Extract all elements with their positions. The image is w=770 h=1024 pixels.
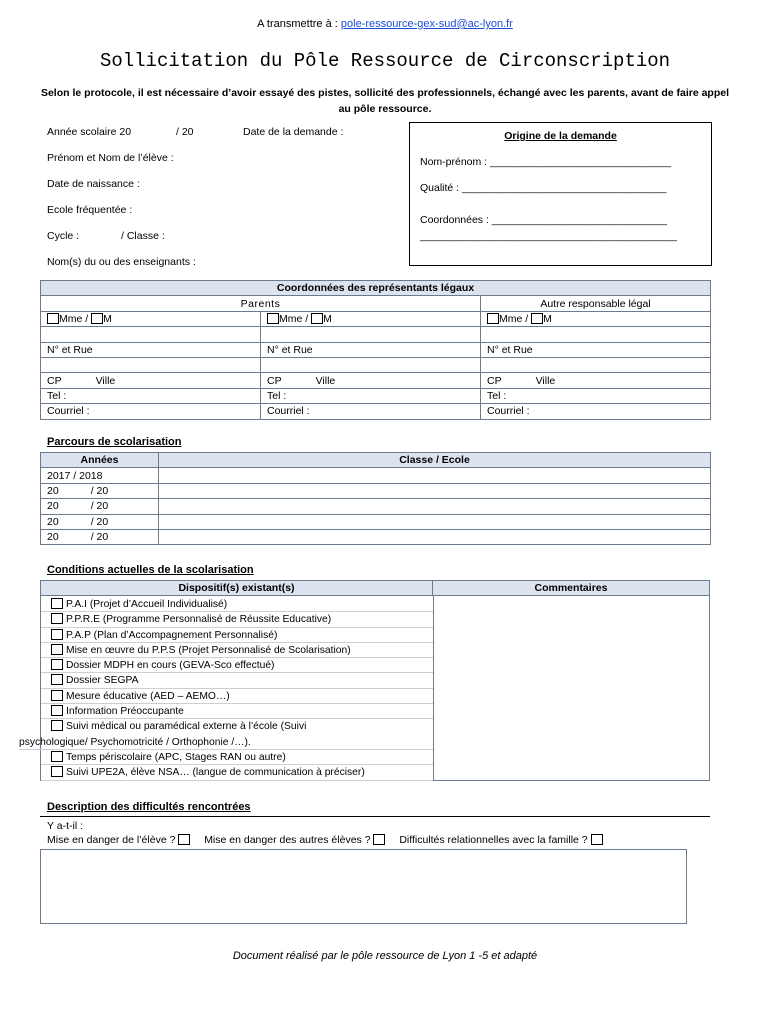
enseignants-label: Nom(s) du ou des enseignants :	[47, 256, 196, 268]
dispositif-label: P.A.I (Projet d’Accueil Individualisé)	[66, 599, 228, 610]
q2-label: Mise en danger des autres élèves ?	[204, 834, 371, 846]
parent1-rue[interactable]: N° et Rue	[41, 342, 261, 357]
dispositif-item	[41, 673, 433, 688]
parcours-table	[40, 452, 711, 545]
questions-line	[47, 834, 603, 846]
conditions-table	[19, 580, 710, 781]
origine-coord-field[interactable]: Coordonnées : ______________________________	[420, 214, 667, 226]
mme-checkbox[interactable]	[487, 313, 499, 324]
intro-text: Selon le protocole, il est nécessaire d’avoir essayé des pistes, sollicité des professionnels, échangé avec les parents, avant de faire appel au pôle ressource.	[40, 87, 730, 115]
origine-nom-field[interactable]: Nom-prénom : _______________________________	[420, 156, 672, 168]
m-checkbox[interactable]	[91, 313, 103, 324]
dispositif-label: Suivi médical ou paramédical externe à l’école (Suivi	[66, 721, 307, 733]
dispositif-item	[41, 750, 433, 765]
parcours-classe-cell[interactable]	[159, 483, 711, 498]
dispositif-checkbox[interactable]	[51, 659, 63, 670]
cycle-label: Cycle :	[47, 230, 80, 242]
conditions-title: Conditions actuelles de la scolarisation	[47, 564, 254, 576]
parcours-classe-cell[interactable]	[159, 468, 711, 483]
autre-civilite: Mme / M	[481, 311, 711, 326]
dispositif-item	[41, 612, 433, 627]
parents-header: Parents	[41, 296, 481, 311]
parent2-civilite: Mme / M	[261, 311, 481, 326]
parcours-year[interactable]: 20 / 20	[41, 499, 159, 514]
send-to-email-link[interactable]: pole-ressource-gex-sud@ac-lyon.fr	[340, 18, 513, 30]
origine-qualite-field[interactable]: Qualité : ___________________________________	[420, 182, 667, 194]
dispositif-list	[19, 597, 433, 781]
dispositif-checkbox[interactable]	[51, 629, 63, 640]
dispositif-item	[41, 719, 433, 734]
dispositif-item	[41, 643, 433, 658]
autre-nom[interactable]	[481, 327, 711, 342]
dispositif-label: P.A.P (Plan d’Accompagnement Personnalisé)	[66, 629, 278, 641]
annee-label: Année scolaire 20	[47, 126, 132, 138]
dispositif-checkbox[interactable]	[51, 766, 63, 777]
dispositif-item	[41, 689, 433, 704]
parent1-rue2[interactable]	[41, 357, 261, 372]
parent1-cp-ville[interactable]: CP Ville	[41, 373, 261, 388]
mme-checkbox[interactable]	[267, 313, 279, 324]
dispositif-checkbox[interactable]	[51, 598, 63, 609]
origine-coord-line2[interactable]: ____________________________________________	[420, 230, 677, 242]
dispositif-label: Dossier SEGPA	[66, 675, 139, 687]
page-title: Sollicitation du Pôle Ressource de Circonscription	[99, 50, 671, 72]
dispositif-label: Suivi UPE2A, élève NSA… (langue de communication à préciser)	[66, 767, 365, 779]
parcours-title: Parcours de scolarisation	[47, 436, 182, 448]
footer-text: Document réalisé par le pôle ressource de Lyon 1 -5 et adapté	[232, 950, 538, 962]
dispositif-checkbox[interactable]	[51, 690, 63, 701]
representants-table	[40, 280, 711, 420]
q1-label: Mise en danger de l’élève ?	[47, 834, 176, 846]
parent2-tel[interactable]: Tel :	[261, 388, 481, 403]
m-checkbox[interactable]	[531, 313, 543, 324]
col-classe-ecole: Classe / Ecole	[159, 453, 711, 468]
q3-label: Difficultés relationnelles avec la famille ?	[399, 834, 588, 846]
nom-eleve-label: Prénom et Nom de l’élève :	[47, 152, 174, 164]
parent2-rue[interactable]: N° et Rue	[261, 342, 481, 357]
parcours-classe-cell[interactable]	[159, 499, 711, 514]
autre-tel[interactable]: Tel :	[481, 388, 711, 403]
dispositif-label: Dossier MDPH en cours (GEVA-Sco effectué)	[66, 660, 275, 672]
m-checkbox[interactable]	[311, 313, 323, 324]
origine-title: Origine de la demande	[504, 130, 617, 142]
dispositif-checkbox[interactable]	[51, 613, 63, 624]
autre-rue2[interactable]	[481, 357, 711, 372]
dispositif-checkbox[interactable]	[51, 674, 63, 685]
parent2-rue2[interactable]	[261, 357, 481, 372]
parcours-year[interactable]: 20 / 20	[41, 514, 159, 529]
parent2-cp-ville[interactable]: CP Ville	[261, 373, 481, 388]
autre-courriel[interactable]: Courriel :	[481, 404, 711, 419]
dispositif-checkbox[interactable]	[51, 720, 63, 731]
dispositif-item	[41, 658, 433, 673]
dispositif-label: Mise en œuvre du P.P.S (Projet Personnalisé de Scolarisation)	[66, 644, 351, 656]
difficultes-textarea[interactable]	[40, 849, 687, 924]
parent2-courriel[interactable]: Courriel :	[261, 404, 481, 419]
parcours-year: 2017 / 2018	[41, 468, 159, 483]
dispositif-label: P.P.R.E (Programme Personnalisé de Réussite Educative)	[66, 614, 332, 626]
parent1-courriel[interactable]: Courriel :	[41, 404, 261, 419]
classe-label: / Classe :	[121, 230, 165, 242]
dispositif-label: Temps périscolaire (APC, Stages RAN ou autre)	[66, 751, 286, 763]
autre-header: Autre responsable légal	[481, 296, 711, 311]
dispositif-checkbox[interactable]	[51, 751, 63, 762]
dispositif-checkbox[interactable]	[51, 644, 63, 655]
dispositif-item	[41, 704, 433, 719]
parcours-classe-cell[interactable]	[159, 514, 711, 529]
naissance-label: Date de naissance :	[47, 178, 140, 190]
parent1-nom[interactable]	[41, 327, 261, 342]
dispositif-checkbox[interactable]	[51, 705, 63, 716]
dispositif-item	[41, 597, 433, 612]
autre-rue[interactable]: N° et Rue	[481, 342, 711, 357]
parcours-year[interactable]: 20 / 20	[41, 483, 159, 498]
send-to-line	[0, 18, 770, 30]
dispositif-item	[41, 765, 433, 780]
parent1-civilite: Mme / M	[41, 311, 261, 326]
difficultes-rule	[40, 816, 710, 817]
col-commentaires: Commentaires	[433, 581, 709, 596]
annee-sep: / 20	[176, 126, 194, 138]
yatil-label: Y a-t-il :	[47, 820, 83, 832]
send-to-label: A transmettre à :	[257, 18, 338, 30]
commentaires-area[interactable]	[433, 596, 709, 780]
dispositif-label: Mesure éducative (AED – AEMO…)	[66, 690, 230, 702]
parent1-tel[interactable]: Tel :	[41, 388, 261, 403]
ecole-label: Ecole fréquentée :	[47, 204, 133, 216]
col-annees: Années	[41, 453, 159, 468]
parent2-nom[interactable]	[261, 327, 481, 342]
parcours-classe-cell[interactable]	[159, 529, 711, 544]
dispositif-label: Information Préoccupante	[66, 706, 184, 718]
dispositif-item-continuation: psychologique/ Psychomotricité / Orthophonie /…).	[19, 735, 433, 750]
autre-cp-ville[interactable]: CP Ville	[481, 373, 711, 388]
q1-checkbox[interactable]	[178, 834, 190, 845]
origine-box	[409, 122, 712, 266]
mme-checkbox[interactable]	[47, 313, 59, 324]
dispositif-item	[41, 628, 433, 643]
q3-checkbox[interactable]	[591, 834, 603, 845]
q2-checkbox[interactable]	[373, 834, 385, 845]
representants-title: Coordonnées des représentants légaux	[41, 281, 711, 296]
difficultes-title: Description des difficultés rencontrées	[47, 801, 251, 813]
col-dispositif: Dispositif(s) existant(s)	[41, 581, 433, 596]
date-demande-label: Date de la demande :	[243, 126, 344, 138]
parcours-year[interactable]: 20 / 20	[41, 529, 159, 544]
